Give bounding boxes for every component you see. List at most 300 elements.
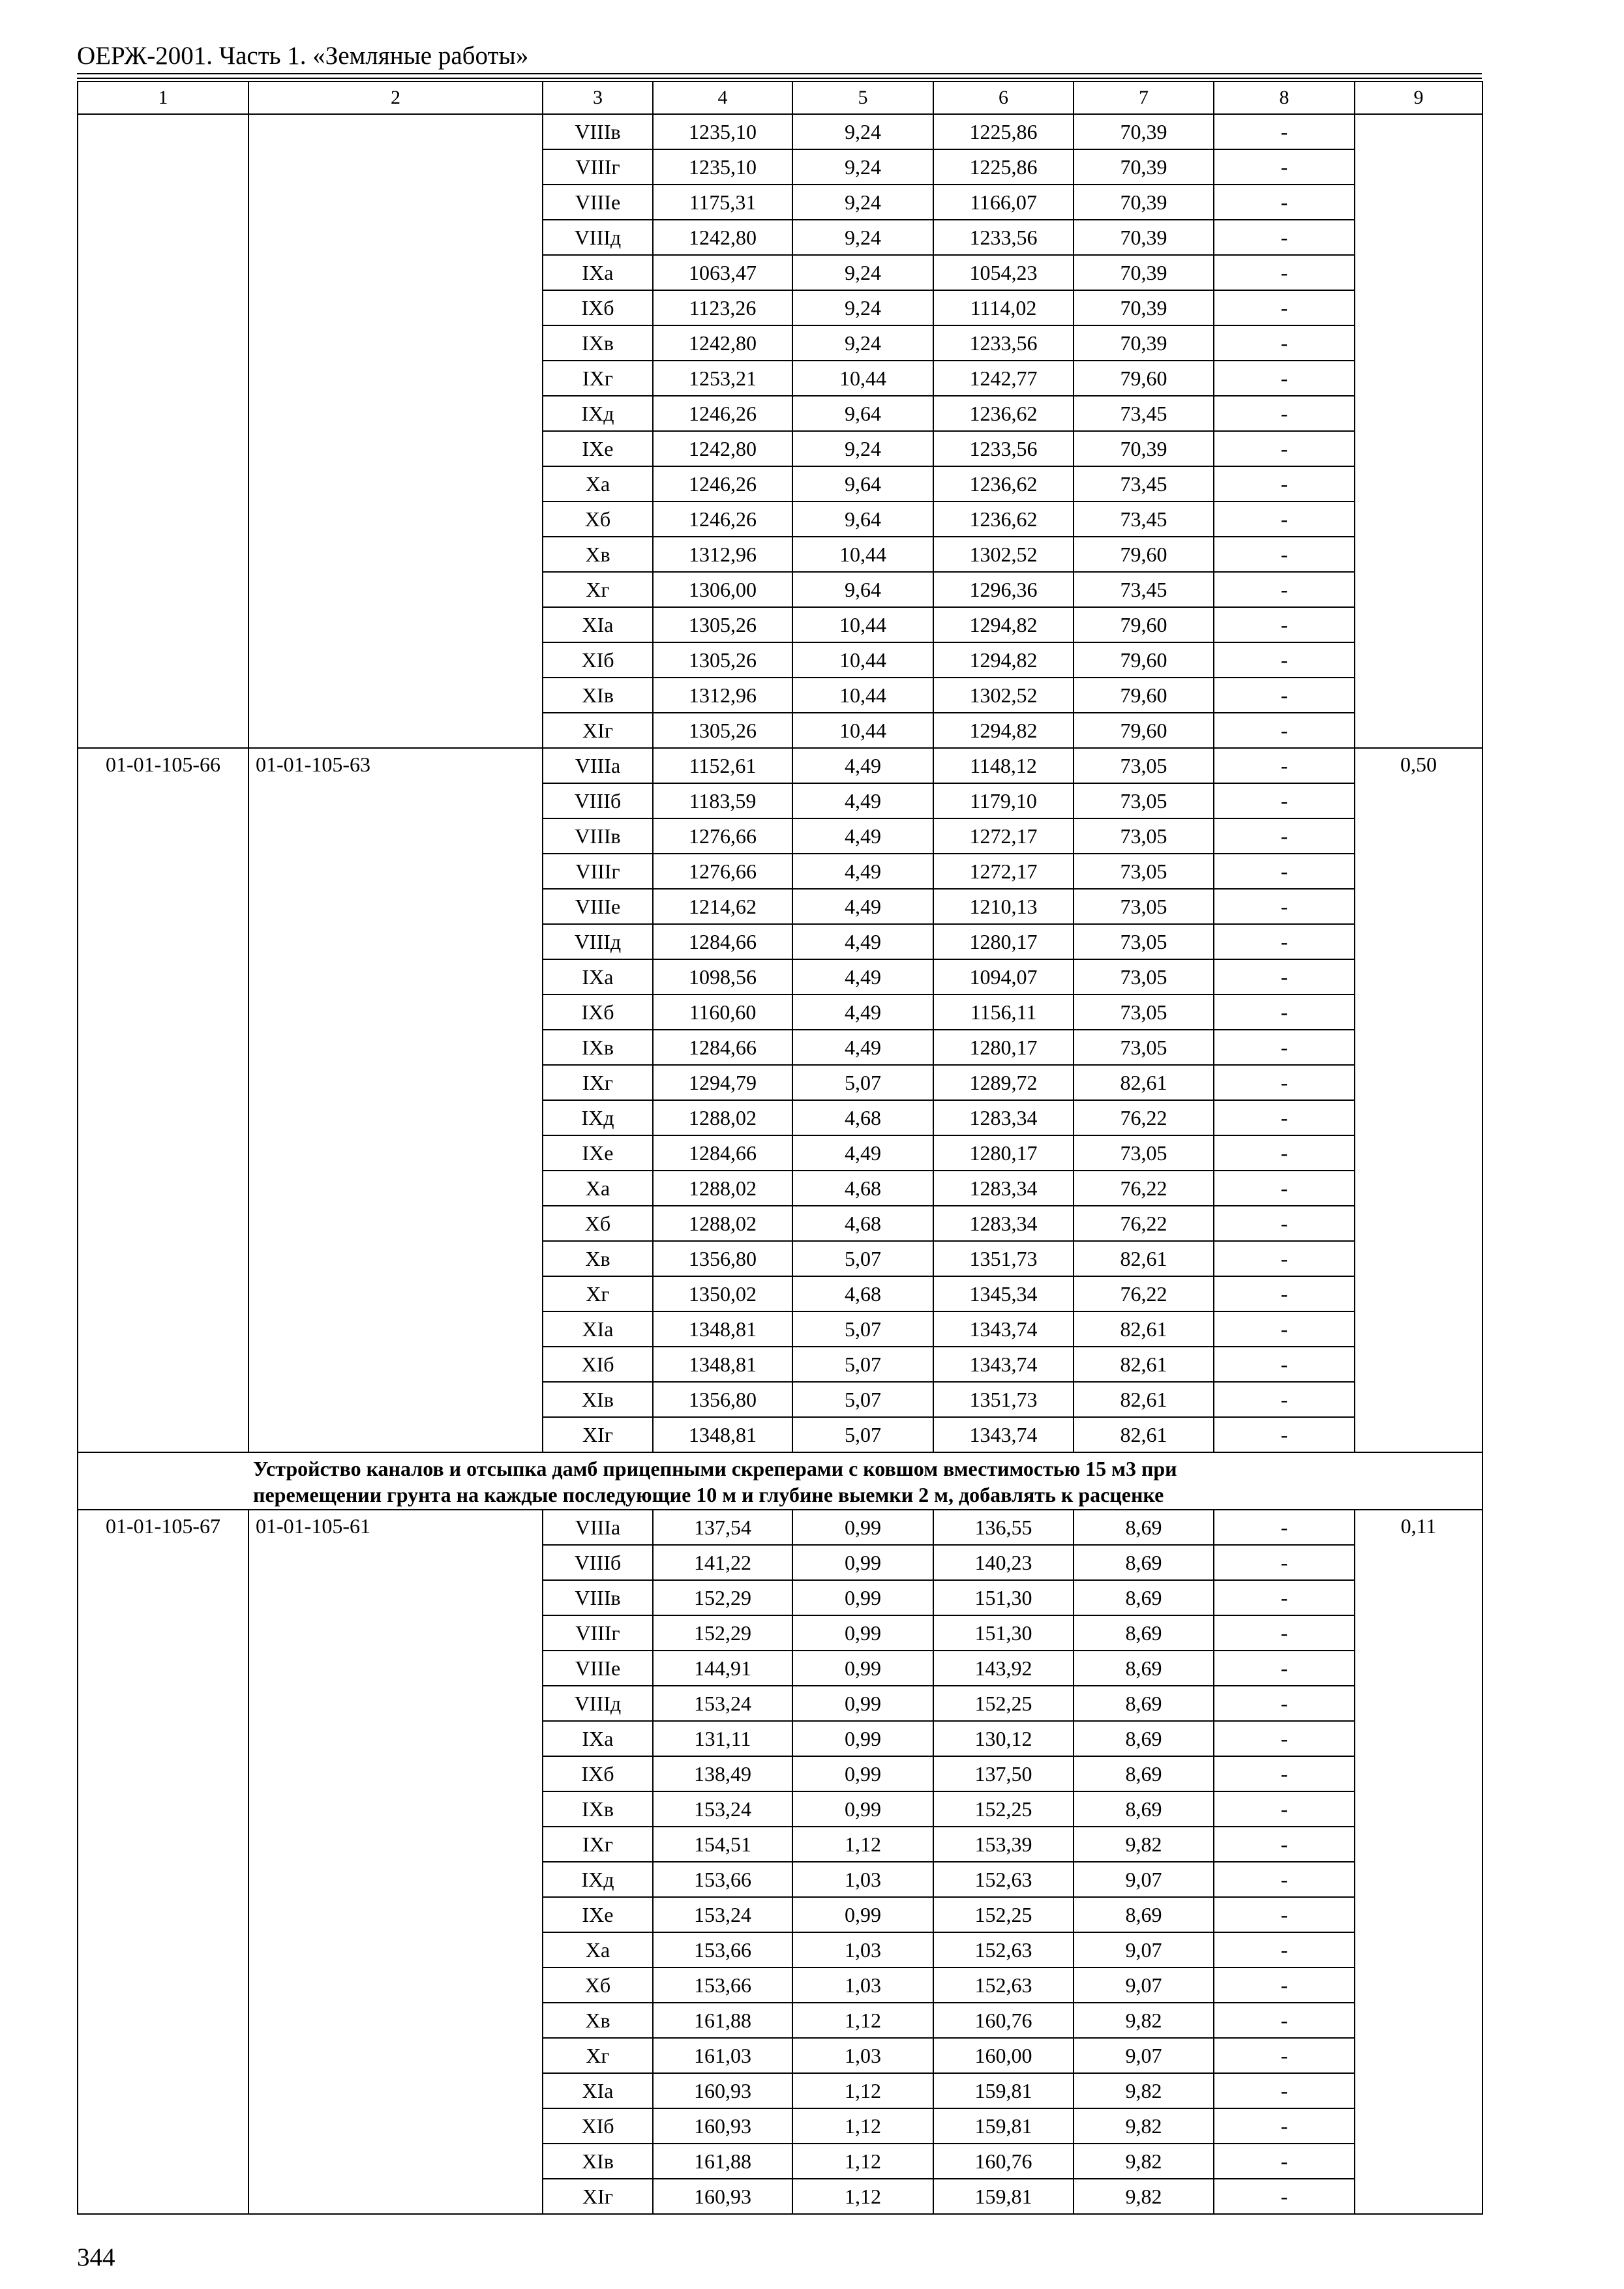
soil-group-cell: XIб [543,2108,653,2144]
total-cost-cell: 153,24 [653,1897,792,1932]
soil-group-cell: IXе [543,1897,653,1932]
soil-group-cell: IXг [543,1065,653,1100]
machinist-wage-cell: 73,05 [1074,1030,1214,1065]
coefficient-cell [1355,114,1482,748]
materials-cell: - [1214,2108,1355,2144]
materials-cell: - [1214,1686,1355,1721]
machine-cost-cell: 1280,17 [933,1030,1074,1065]
soil-group-cell: Xв [543,2003,653,2038]
machine-cost-cell: 1114,02 [933,290,1074,325]
machine-cost-cell: 1166,07 [933,185,1074,220]
total-cost-cell: 144,91 [653,1651,792,1686]
soil-group-cell: IXв [543,1030,653,1065]
machinist-wage-cell: 9,07 [1074,2038,1214,2073]
soil-group-cell: Xа [543,1932,653,1967]
machine-cost-cell: 1094,07 [933,959,1074,995]
total-cost-cell: 153,66 [653,1967,792,2003]
operator-wage-cell: 9,24 [792,290,933,325]
materials-cell: - [1214,642,1355,678]
column-number: 2 [248,82,543,114]
materials-cell: - [1214,1545,1355,1580]
operator-wage-cell: 1,12 [792,2144,933,2179]
machine-cost-cell: 1225,86 [933,114,1074,149]
machine-cost-cell: 159,81 [933,2108,1074,2144]
machinist-wage-cell: 8,69 [1074,1721,1214,1756]
total-cost-cell: 1294,79 [653,1065,792,1100]
machine-cost-cell: 1283,34 [933,1206,1074,1241]
operator-wage-cell: 0,99 [792,1510,933,1545]
soil-group-cell: Xб [543,501,653,537]
column-number: 4 [653,82,792,114]
machine-cost-cell: 1233,56 [933,325,1074,361]
base-rate-code-cell [248,114,543,748]
total-cost-cell: 1246,26 [653,466,792,501]
soil-group-cell: XIа [543,607,653,642]
machinist-wage-cell: 79,60 [1074,361,1214,396]
soil-group-cell: IXб [543,290,653,325]
materials-cell: - [1214,1135,1355,1171]
machine-cost-cell: 140,23 [933,1545,1074,1580]
machine-cost-cell: 152,25 [933,1791,1074,1827]
materials-cell: - [1214,1721,1355,1756]
materials-cell: - [1214,2073,1355,2108]
machine-cost-cell: 1351,73 [933,1382,1074,1417]
machine-cost-cell: 1351,73 [933,1241,1074,1276]
materials-cell: - [1214,1510,1355,1545]
total-cost-cell: 153,24 [653,1686,792,1721]
machine-cost-cell: 1233,56 [933,220,1074,255]
soil-group-cell: IXе [543,1135,653,1171]
table-row [78,114,1482,149]
machine-cost-cell: 130,12 [933,1721,1074,1756]
soil-group-cell: IXа [543,255,653,290]
total-cost-cell: 1214,62 [653,889,792,924]
machine-cost-cell: 160,76 [933,2144,1074,2179]
column-number: 1 [78,82,248,114]
materials-cell: - [1214,1100,1355,1135]
total-cost-cell: 1276,66 [653,818,792,854]
soil-group-cell: XIг [543,2179,653,2214]
materials-cell: - [1214,501,1355,537]
total-cost-cell: 160,93 [653,2108,792,2144]
operator-wage-cell: 9,24 [792,255,933,290]
machinist-wage-cell: 9,82 [1074,2179,1214,2214]
machinist-wage-cell: 76,22 [1074,1100,1214,1135]
operator-wage-cell: 4,49 [792,995,933,1030]
operator-wage-cell: 1,12 [792,1827,933,1862]
materials-cell: - [1214,1827,1355,1862]
materials-cell: - [1214,1276,1355,1311]
machinist-wage-cell: 82,61 [1074,1311,1214,1347]
table-row [78,1510,1482,1545]
operator-wage-cell: 9,64 [792,396,933,431]
total-cost-cell: 161,88 [653,2144,792,2179]
operator-wage-cell: 4,68 [792,1276,933,1311]
materials-cell: - [1214,1897,1355,1932]
machinist-wage-cell: 79,60 [1074,537,1214,572]
machinist-wage-cell: 73,05 [1074,818,1214,854]
materials-cell: - [1214,537,1355,572]
total-cost-cell: 131,11 [653,1721,792,1756]
rate-code-cell: 01-01-105-67 [78,1510,248,2214]
soil-group-cell: VIIIа [543,1510,653,1545]
materials-cell: - [1214,255,1355,290]
total-cost-cell: 1063,47 [653,255,792,290]
machine-cost-cell: 1272,17 [933,818,1074,854]
soil-group-cell: VIIIг [543,1615,653,1651]
materials-cell: - [1214,149,1355,185]
rate-code-cell [78,114,248,748]
total-cost-cell: 1348,81 [653,1347,792,1382]
machinist-wage-cell: 76,22 [1074,1276,1214,1311]
soil-group-cell: XIа [543,1311,653,1347]
operator-wage-cell: 0,99 [792,1615,933,1651]
total-cost-cell: 1276,66 [653,854,792,889]
machinist-wage-cell: 70,39 [1074,185,1214,220]
materials-cell: - [1214,959,1355,995]
total-cost-cell: 1242,80 [653,325,792,361]
operator-wage-cell: 9,24 [792,114,933,149]
total-cost-cell: 1123,26 [653,290,792,325]
operator-wage-cell: 0,99 [792,1897,933,1932]
total-cost-cell: 1284,66 [653,924,792,959]
machinist-wage-cell: 8,69 [1074,1580,1214,1615]
total-cost-cell: 1305,26 [653,713,792,748]
soil-group-cell: IXв [543,1791,653,1827]
rate-code-cell: 01-01-105-66 [78,748,248,1452]
total-cost-cell: 1246,26 [653,501,792,537]
materials-cell: - [1214,114,1355,149]
total-cost-cell: 1288,02 [653,1100,792,1135]
machine-cost-cell: 1294,82 [933,713,1074,748]
total-cost-cell: 152,29 [653,1580,792,1615]
soil-group-cell: XIб [543,1347,653,1382]
operator-wage-cell: 4,68 [792,1171,933,1206]
machine-cost-cell: 1302,52 [933,678,1074,713]
materials-cell: - [1214,818,1355,854]
soil-group-cell: IXд [543,396,653,431]
machine-cost-cell: 1280,17 [933,1135,1074,1171]
operator-wage-cell: 4,49 [792,818,933,854]
total-cost-cell: 137,54 [653,1510,792,1545]
soil-group-cell: VIIIд [543,1686,653,1721]
soil-group-cell: Xб [543,1206,653,1241]
materials-cell: - [1214,783,1355,818]
soil-group-cell: VIIIд [543,924,653,959]
machine-cost-cell: 1236,62 [933,396,1074,431]
operator-wage-cell: 9,24 [792,149,933,185]
operator-wage-cell: 1,03 [792,2038,933,2073]
materials-cell: - [1214,678,1355,713]
machine-cost-cell: 1343,74 [933,1417,1074,1452]
machinist-wage-cell: 8,69 [1074,1615,1214,1651]
soil-group-cell: VIIIа [543,748,653,783]
materials-cell: - [1214,854,1355,889]
table-body [78,82,1482,2214]
machinist-wage-cell: 73,05 [1074,783,1214,818]
machinist-wage-cell: 82,61 [1074,1382,1214,1417]
soil-group-cell: Xг [543,572,653,607]
total-cost-cell: 138,49 [653,1756,792,1791]
operator-wage-cell: 9,64 [792,572,933,607]
machinist-wage-cell: 76,22 [1074,1206,1214,1241]
total-cost-cell: 1288,02 [653,1171,792,1206]
machinist-wage-cell: 73,05 [1074,854,1214,889]
operator-wage-cell: 4,49 [792,783,933,818]
soil-group-cell: IXг [543,361,653,396]
materials-cell: - [1214,2038,1355,2073]
soil-group-cell: VIIIв [543,818,653,854]
soil-group-cell: IXд [543,1100,653,1135]
total-cost-cell: 1284,66 [653,1030,792,1065]
machinist-wage-cell: 70,39 [1074,255,1214,290]
materials-cell: - [1214,1862,1355,1897]
soil-group-cell: VIIIг [543,854,653,889]
operator-wage-cell: 4,49 [792,889,933,924]
materials-cell: - [1214,325,1355,361]
machine-cost-cell: 151,30 [933,1580,1074,1615]
soil-group-cell: VIIIб [543,783,653,818]
materials-cell: - [1214,1347,1355,1382]
machinist-wage-cell: 79,60 [1074,642,1214,678]
machinist-wage-cell: 8,69 [1074,1791,1214,1827]
materials-cell: - [1214,1967,1355,2003]
soil-group-cell: VIIIе [543,1651,653,1686]
machinist-wage-cell: 9,07 [1074,1967,1214,2003]
soil-group-cell: VIIIб [543,1545,653,1580]
section-title-line: Устройство каналов и отсыпка дамб прицепными скреперами с ковшом вместимостью 15 м3 при [253,1457,1177,1480]
machinist-wage-cell: 73,05 [1074,995,1214,1030]
operator-wage-cell: 0,99 [792,1756,933,1791]
materials-cell: - [1214,1206,1355,1241]
machine-cost-cell: 160,00 [933,2038,1074,2073]
materials-cell: - [1214,1580,1355,1615]
operator-wage-cell: 1,03 [792,1862,933,1897]
machine-cost-cell: 160,76 [933,2003,1074,2038]
machinist-wage-cell: 8,69 [1074,1510,1214,1545]
soil-group-cell: Xа [543,1171,653,1206]
machine-cost-cell: 1302,52 [933,537,1074,572]
machine-cost-cell: 1225,86 [933,149,1074,185]
machine-cost-cell: 1054,23 [933,255,1074,290]
machinist-wage-cell: 8,69 [1074,1756,1214,1791]
machine-cost-cell: 1343,74 [933,1311,1074,1347]
soil-group-cell: XIв [543,2144,653,2179]
operator-wage-cell: 4,49 [792,1030,933,1065]
total-cost-cell: 1242,80 [653,220,792,255]
column-number: 5 [792,82,933,114]
machine-cost-cell: 153,39 [933,1827,1074,1862]
machine-cost-cell: 152,63 [933,1862,1074,1897]
soil-group-cell: Xв [543,1241,653,1276]
operator-wage-cell: 0,99 [792,1686,933,1721]
machine-cost-cell: 1283,34 [933,1171,1074,1206]
machinist-wage-cell: 73,45 [1074,572,1214,607]
total-cost-cell: 1253,21 [653,361,792,396]
materials-cell: - [1214,466,1355,501]
machine-cost-cell: 151,30 [933,1615,1074,1651]
coefficient-cell: 0,50 [1355,748,1482,1452]
total-cost-cell: 1242,80 [653,431,792,466]
total-cost-cell: 1305,26 [653,642,792,678]
operator-wage-cell: 4,49 [792,924,933,959]
machine-cost-cell: 1236,62 [933,501,1074,537]
soil-group-cell: VIIIв [543,114,653,149]
operator-wage-cell: 9,64 [792,466,933,501]
machinist-wage-cell: 82,61 [1074,1417,1214,1452]
soil-group-cell: XIа [543,2073,653,2108]
header-rule [77,73,1482,74]
table-row [78,748,1482,783]
page-header-title: ОЕРЖ-2001. Часть 1. «Земляные работы» [77,42,529,70]
operator-wage-cell: 0,99 [792,1721,933,1756]
base-rate-code-cell: 01-01-105-63 [248,748,543,1452]
total-cost-cell: 1152,61 [653,748,792,783]
machinist-wage-cell: 82,61 [1074,1065,1214,1100]
machine-cost-cell: 1280,17 [933,924,1074,959]
operator-wage-cell: 4,49 [792,1135,933,1171]
materials-cell: - [1214,748,1355,783]
machinist-wage-cell: 9,07 [1074,1932,1214,1967]
machine-cost-cell: 1179,10 [933,783,1074,818]
machinist-wage-cell: 73,05 [1074,748,1214,783]
total-cost-cell: 1175,31 [653,185,792,220]
operator-wage-cell: 5,07 [792,1382,933,1417]
machine-cost-cell: 1148,12 [933,748,1074,783]
materials-cell: - [1214,1651,1355,1686]
materials-cell: - [1214,607,1355,642]
total-cost-cell: 153,66 [653,1932,792,1967]
soil-group-cell: IXг [543,1827,653,1862]
machine-cost-cell: 152,25 [933,1686,1074,1721]
operator-wage-cell: 0,99 [792,1580,933,1615]
operator-wage-cell: 0,99 [792,1791,933,1827]
machinist-wage-cell: 79,60 [1074,607,1214,642]
operator-wage-cell: 4,49 [792,959,933,995]
machine-cost-cell: 143,92 [933,1651,1074,1686]
materials-cell: - [1214,1311,1355,1347]
column-number-row [78,82,1482,114]
total-cost-cell: 160,93 [653,2073,792,2108]
total-cost-cell: 1246,26 [653,396,792,431]
operator-wage-cell: 1,12 [792,2003,933,2038]
materials-cell: - [1214,1756,1355,1791]
operator-wage-cell: 1,12 [792,2179,933,2214]
soil-group-cell: XIв [543,1382,653,1417]
operator-wage-cell: 4,68 [792,1100,933,1135]
operator-wage-cell: 10,44 [792,537,933,572]
coefficient-cell: 0,11 [1355,1510,1482,2214]
total-cost-cell: 1305,26 [653,607,792,642]
column-number: 3 [543,82,653,114]
operator-wage-cell: 9,24 [792,220,933,255]
total-cost-cell: 1312,96 [653,678,792,713]
machine-cost-cell: 1210,13 [933,889,1074,924]
machine-cost-cell: 1236,62 [933,466,1074,501]
norms-table [77,81,1483,2215]
machinist-wage-cell: 73,05 [1074,889,1214,924]
total-cost-cell: 1356,80 [653,1241,792,1276]
base-rate-code-cell: 01-01-105-61 [248,1510,543,2214]
materials-cell: - [1214,220,1355,255]
materials-cell: - [1214,2179,1355,2214]
machinist-wage-cell: 79,60 [1074,713,1214,748]
soil-group-cell: IXд [543,1862,653,1897]
machinist-wage-cell: 76,22 [1074,1171,1214,1206]
soil-group-cell: XIв [543,678,653,713]
total-cost-cell: 1348,81 [653,1311,792,1347]
operator-wage-cell: 5,07 [792,1417,933,1452]
machinist-wage-cell: 73,45 [1074,501,1214,537]
page-number: 344 [77,2243,115,2271]
operator-wage-cell: 4,49 [792,748,933,783]
soil-group-cell: XIг [543,1417,653,1452]
machinist-wage-cell: 70,39 [1074,431,1214,466]
total-cost-cell: 141,22 [653,1545,792,1580]
soil-group-cell: IXа [543,1721,653,1756]
machinist-wage-cell: 8,69 [1074,1651,1214,1686]
total-cost-cell: 153,66 [653,1862,792,1897]
operator-wage-cell: 4,49 [792,854,933,889]
machinist-wage-cell: 73,45 [1074,396,1214,431]
materials-cell: - [1214,995,1355,1030]
machine-cost-cell: 1343,74 [933,1347,1074,1382]
total-cost-cell: 1348,81 [653,1417,792,1452]
machine-cost-cell: 137,50 [933,1756,1074,1791]
section-title [78,1452,1482,1510]
operator-wage-cell: 1,12 [792,2108,933,2144]
machinist-wage-cell: 73,05 [1074,924,1214,959]
soil-group-cell: VIIIд [543,220,653,255]
total-cost-cell: 1350,02 [653,1276,792,1311]
machine-cost-cell: 1289,72 [933,1065,1074,1100]
machine-cost-cell: 152,25 [933,1897,1074,1932]
machinist-wage-cell: 82,61 [1074,1241,1214,1276]
section-title-row [78,1452,1482,1510]
total-cost-cell: 153,24 [653,1791,792,1827]
operator-wage-cell: 5,07 [792,1311,933,1347]
materials-cell: - [1214,2144,1355,2179]
soil-group-cell: Xа [543,466,653,501]
machine-cost-cell: 1242,77 [933,361,1074,396]
column-number: 7 [1074,82,1214,114]
operator-wage-cell: 9,24 [792,431,933,466]
machinist-wage-cell: 70,39 [1074,290,1214,325]
materials-cell: - [1214,1932,1355,1967]
materials-cell: - [1214,1030,1355,1065]
machine-cost-cell: 159,81 [933,2073,1074,2108]
column-number: 8 [1214,82,1355,114]
machine-cost-cell: 159,81 [933,2179,1074,2214]
total-cost-cell: 161,03 [653,2038,792,2073]
machinist-wage-cell: 9,82 [1074,2144,1214,2179]
materials-cell: - [1214,431,1355,466]
materials-cell: - [1214,1791,1355,1827]
operator-wage-cell: 0,99 [792,1651,933,1686]
total-cost-cell: 154,51 [653,1827,792,1862]
total-cost-cell: 160,93 [653,2179,792,2214]
soil-group-cell: VIIIг [543,149,653,185]
materials-cell: - [1214,924,1355,959]
soil-group-cell: Xг [543,1276,653,1311]
operator-wage-cell: 10,44 [792,607,933,642]
operator-wage-cell: 9,24 [792,185,933,220]
machine-cost-cell: 1296,36 [933,572,1074,607]
machinist-wage-cell: 82,61 [1074,1347,1214,1382]
operator-wage-cell: 10,44 [792,361,933,396]
operator-wage-cell: 1,03 [792,1967,933,2003]
materials-cell: - [1214,290,1355,325]
